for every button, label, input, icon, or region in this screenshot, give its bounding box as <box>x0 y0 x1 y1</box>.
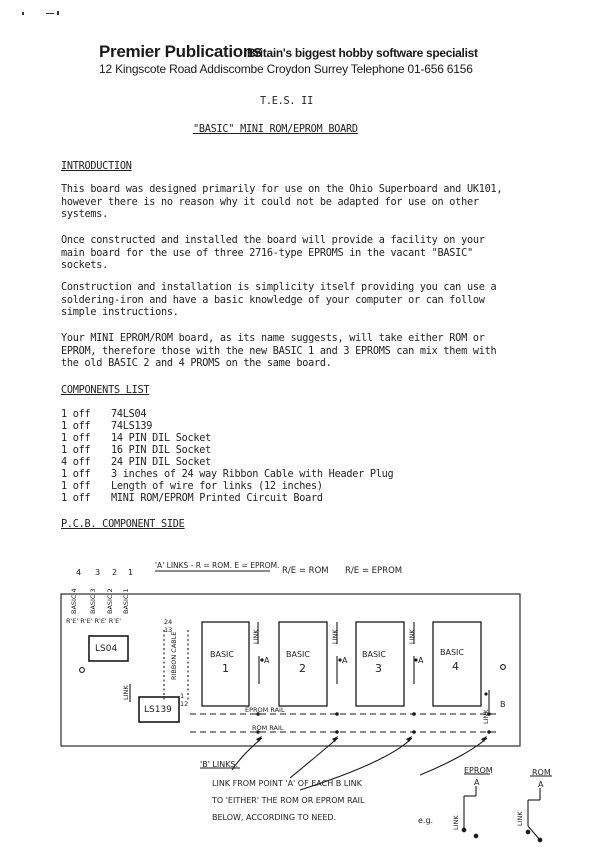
component-qty: 4 off <box>61 457 91 468</box>
example-a-label: A <box>474 778 480 787</box>
point-a-label: A <box>342 656 348 665</box>
link-label: LINK <box>122 685 130 700</box>
text-line: the old BASIC 2 and 4 PROMS on the same board. <box>61 358 332 369</box>
b-links-text: BELOW, ACCORDING TO NEED. <box>212 813 337 822</box>
re-row: R'E' R'E' R'E' R'E' <box>66 617 121 625</box>
text-line: main board for the use of three 2716-type EPROMS in the vacant "BASIC" <box>61 247 473 259</box>
side-label: 2 <box>112 568 118 577</box>
link-label: LINK <box>482 709 490 724</box>
chip-number: 4 <box>452 660 459 673</box>
component-qty: 1 off <box>61 445 91 456</box>
text-line: soldering-iron and have a basic knowledge of your computer or can follow <box>61 294 485 306</box>
example-eprom-label: EPROM <box>464 766 493 775</box>
side-label: 4 <box>76 568 82 577</box>
pin-number: 24 <box>164 618 173 626</box>
rom-rail-label: ROM RAIL <box>252 724 284 732</box>
component-desc: 74LS04 <box>111 409 147 420</box>
text-line: Construction and installation is simplicity itself providing you can use a <box>61 282 497 293</box>
component-qty: 1 off <box>61 481 91 492</box>
b-links-text: TO 'EITHER' THE ROM OR EPROM RAIL <box>212 796 365 805</box>
ribbon-label: RIBBON CABLE <box>170 631 178 680</box>
point-a-label: A <box>418 656 424 665</box>
text-line: EPROM, therefore those with the new BASIC 1 and 3 EPROMS can mix them with <box>61 345 497 357</box>
legend-eprom: R/E = EPROM <box>345 566 403 576</box>
text-line: Your MINI EPROM/ROM board, as its name suggests, will take either ROM or <box>61 333 485 344</box>
pcb-heading: P.C.B. COMPONENT SIDE <box>61 519 185 530</box>
component-desc: 16 PIN DIL Socket <box>111 445 212 456</box>
mount-hole <box>501 665 506 670</box>
example-link-label: LINK <box>452 815 460 830</box>
basic-side-label: BASIC 4 <box>70 588 78 614</box>
text-line: sockets. <box>61 260 109 271</box>
chip-name: BASIC <box>286 650 310 659</box>
text-line: simple instructions. <box>61 307 179 318</box>
chip-name: BASIC <box>440 648 464 657</box>
ls139-label: LS139 <box>144 705 172 715</box>
mount-hole <box>80 668 85 673</box>
ls04-label: LS04 <box>95 644 118 654</box>
pin-number: 12 <box>180 700 189 708</box>
eprom-rail-label: EPROM RAIL <box>245 706 285 714</box>
point-a-label: A <box>264 656 270 665</box>
component-qty: 1 off <box>61 421 91 432</box>
introduction-heading: INTRODUCTION <box>61 161 132 172</box>
component-desc: Length of wire for links (12 inches) <box>111 481 323 492</box>
chip-number: 3 <box>375 662 382 675</box>
component-qty: 1 off <box>61 493 91 504</box>
link-label: LINK <box>331 629 339 644</box>
text-line: This board was designed primarily for use on the Ohio Superboard and UK101, <box>61 184 503 195</box>
pin-number: 1 <box>180 692 185 700</box>
document-title: "BASIC" MINI ROM/EPROM BOARD <box>193 124 358 135</box>
example-a-label: A <box>538 780 544 789</box>
example-link-label: LINK <box>516 811 524 826</box>
legend-rom: R/E = ROM <box>282 566 329 576</box>
basic-side-label: BASIC 3 <box>89 588 97 614</box>
chip-name: BASIC <box>210 650 234 659</box>
link-label: LINK <box>408 629 416 644</box>
document-code: T.E.S. II <box>260 96 313 107</box>
component-qty: 1 off <box>61 469 91 480</box>
b-link-arrow <box>290 738 338 778</box>
component-desc: 14 PIN DIL Socket <box>111 433 212 444</box>
company-name: Premier Publications <box>99 42 263 61</box>
component-desc: 3 inches of 24 way Ribbon Cable with Header Plug <box>111 469 394 480</box>
pin-number: 13 <box>164 626 173 634</box>
component-desc: 24 PIN DIL Socket <box>111 457 212 468</box>
link-label: LINK <box>252 629 260 644</box>
basic-side-label: BASIC 2 <box>106 588 114 614</box>
point-b-label: B <box>500 700 506 709</box>
component-qty: 1 off <box>61 433 91 444</box>
component-desc: 74LS139 <box>111 421 153 432</box>
basic-side-label: BASIC 1 <box>122 588 130 614</box>
text-line: however there is no reason why it could not be adapted for use on other <box>61 196 479 208</box>
text-line: systems. <box>61 209 109 220</box>
b-links-title: 'B' LINKS. <box>200 760 239 769</box>
chip-number: 1 <box>222 662 229 675</box>
company-tagline: Britain's biggest hobby software specialist <box>247 46 478 60</box>
component-desc: MINI ROM/EPROM Printed Circuit Board <box>111 493 323 504</box>
example-rom-label: ROM <box>532 768 551 777</box>
chip-name: BASIC <box>362 650 386 659</box>
a-links-note: 'A' LINKS - R = ROM. E = EPROM. <box>155 561 280 570</box>
component-qty: 1 off <box>61 409 91 420</box>
components-heading: COMPONENTS LIST <box>61 385 150 396</box>
eg-label: e.g. <box>418 816 434 825</box>
b-links-text: LINK FROM POINT 'A' OF EACH B LINK <box>212 779 362 788</box>
side-label: 3 <box>95 568 101 577</box>
side-label: 1 <box>128 568 134 577</box>
chip-number: 2 <box>299 662 306 675</box>
text-line: Once constructed and installed the board will provide a facility on your <box>61 235 485 246</box>
company-address: 12 Kingscote Road Addiscombe Croydon Surrey Telephone 01-656 6156 <box>99 62 473 76</box>
